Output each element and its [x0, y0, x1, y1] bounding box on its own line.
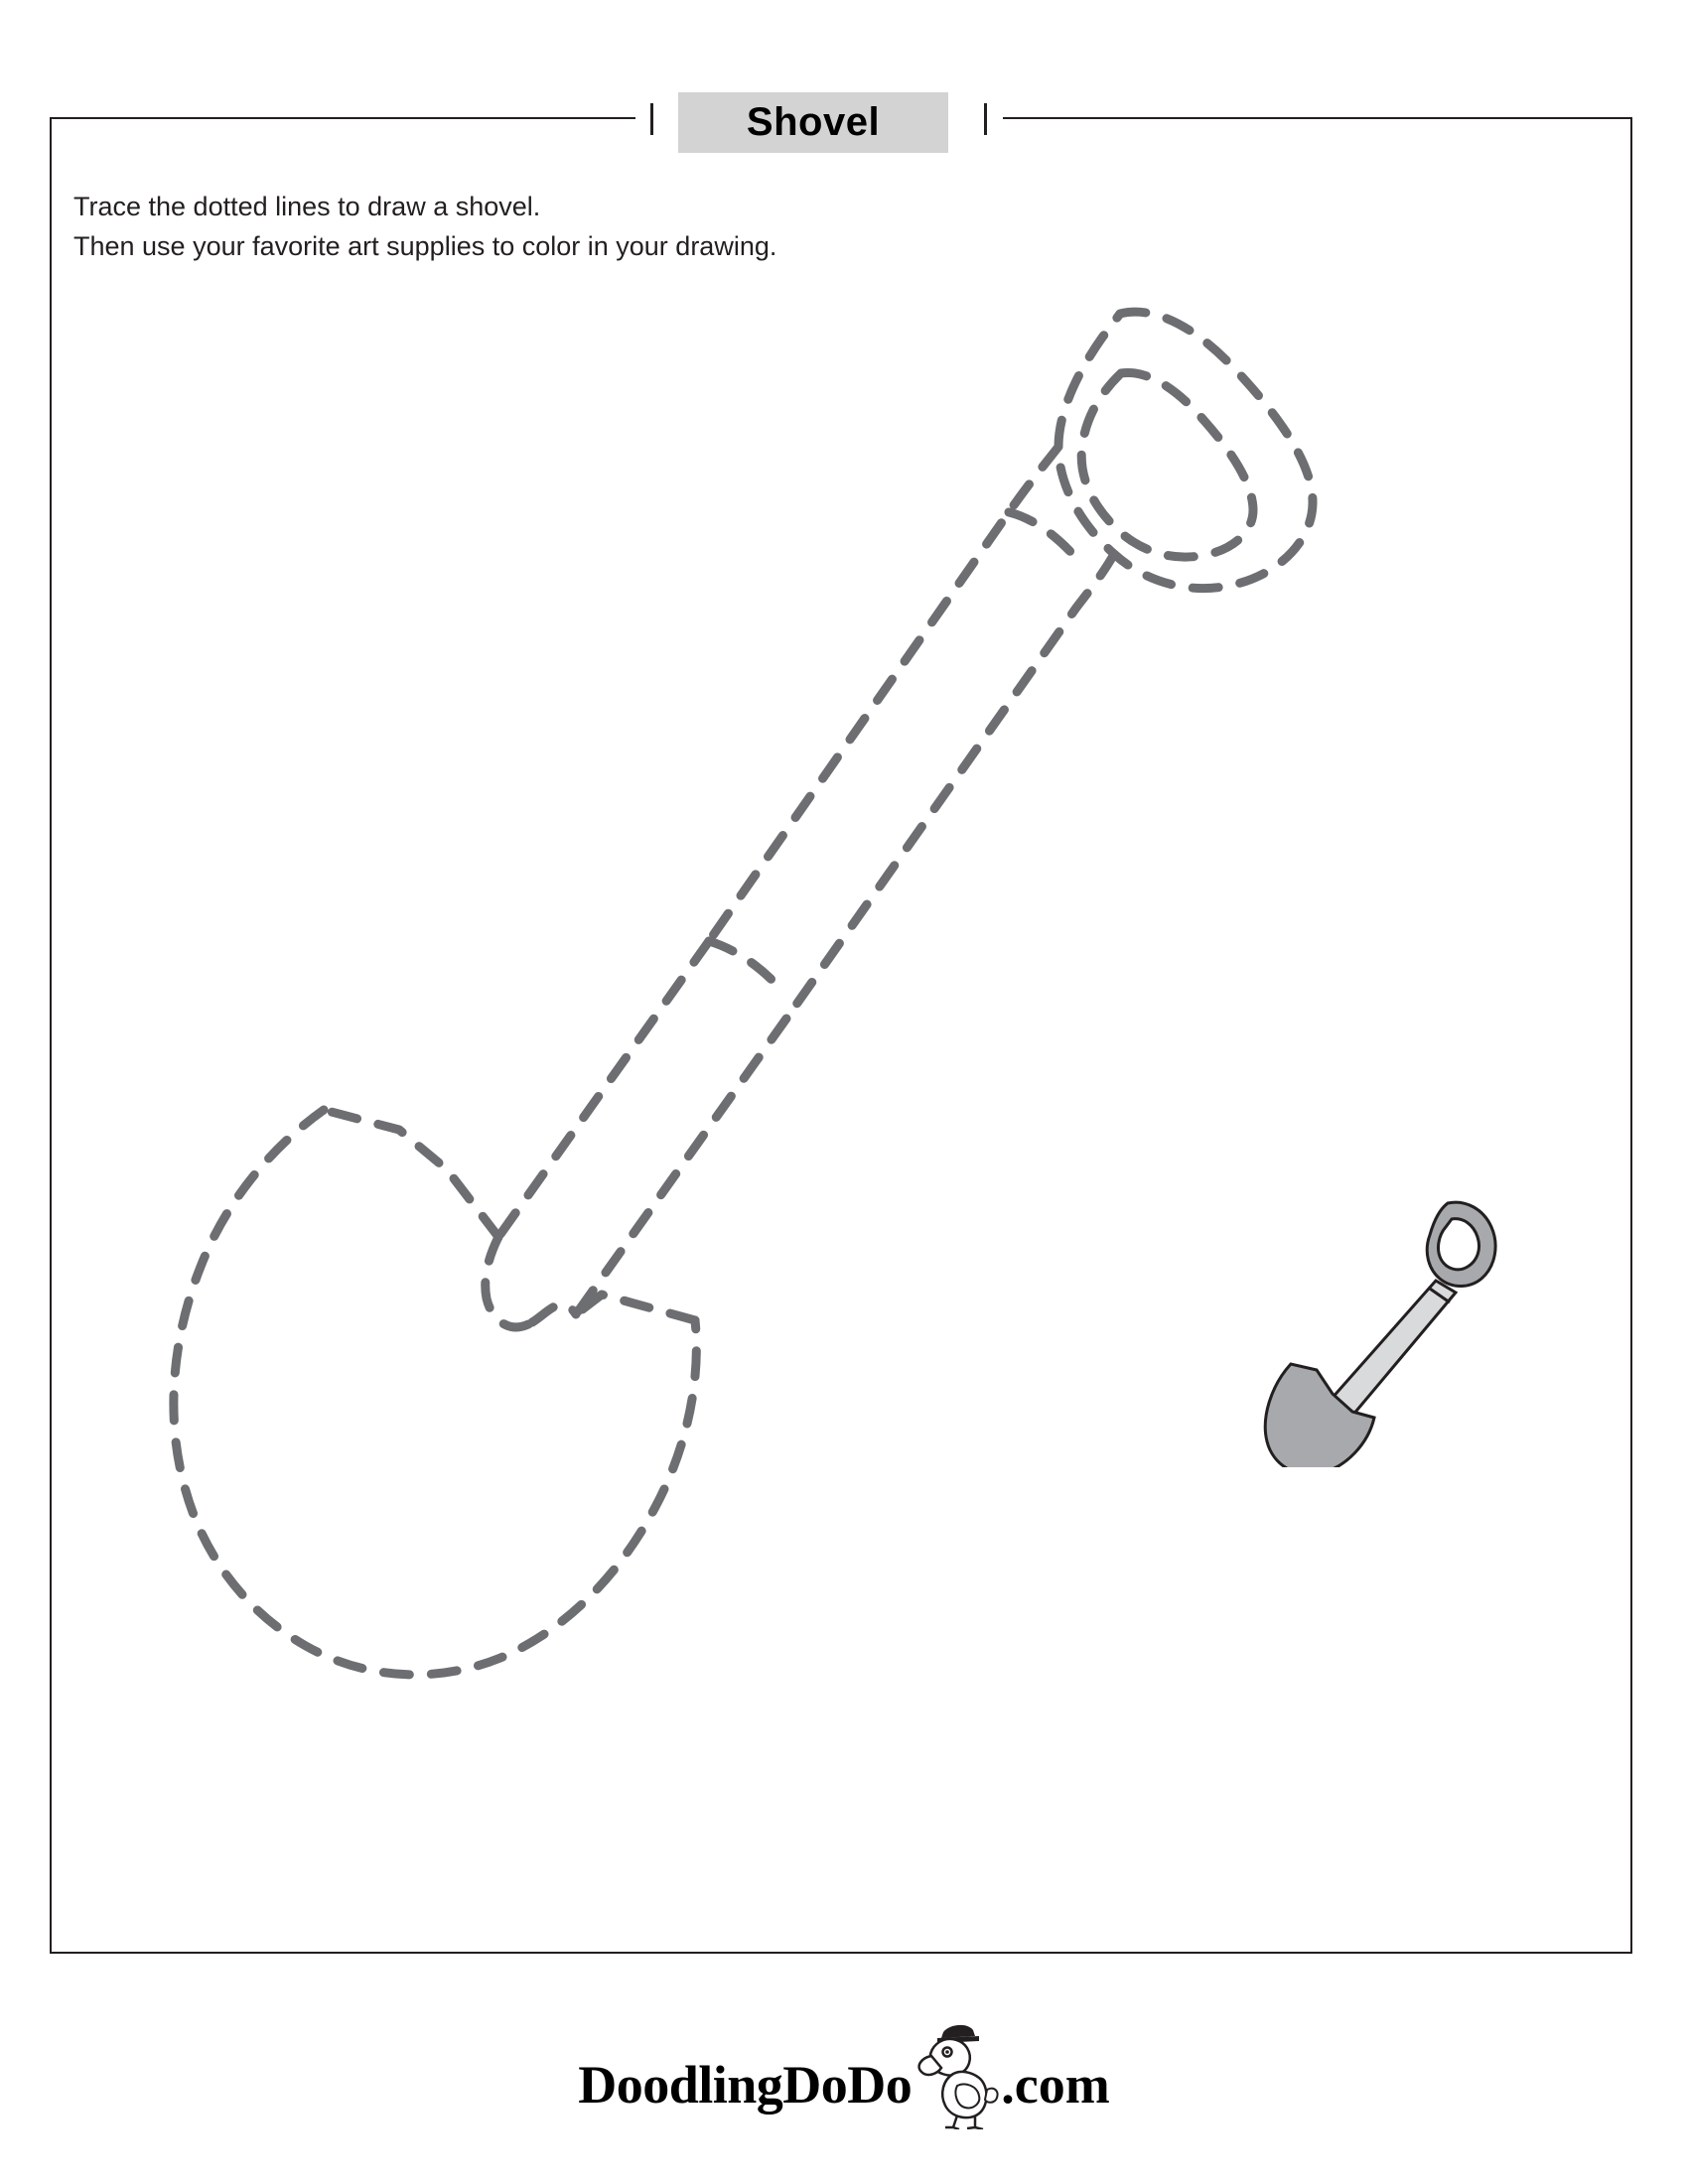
page-title: Shovel	[746, 100, 881, 144]
instruction-line-1: Trace the dotted lines to draw a shovel.	[73, 192, 541, 221]
brand-name: DoodlingDoDo	[578, 2055, 913, 2115]
brand-suffix: .com	[1001, 2055, 1110, 2115]
brand-logo[interactable]	[566, 2010, 1122, 2129]
dodo-bird-mascot-icon	[914, 2020, 999, 2129]
tracing-area	[50, 117, 1632, 1954]
shovel-reference-thumbnail	[1261, 1189, 1519, 1467]
shovel-trace-outline	[50, 117, 1632, 1954]
footer	[0, 2005, 1688, 2134]
instruction-line-2: Then use your favorite art supplies to color in your drawing.	[73, 231, 777, 261]
